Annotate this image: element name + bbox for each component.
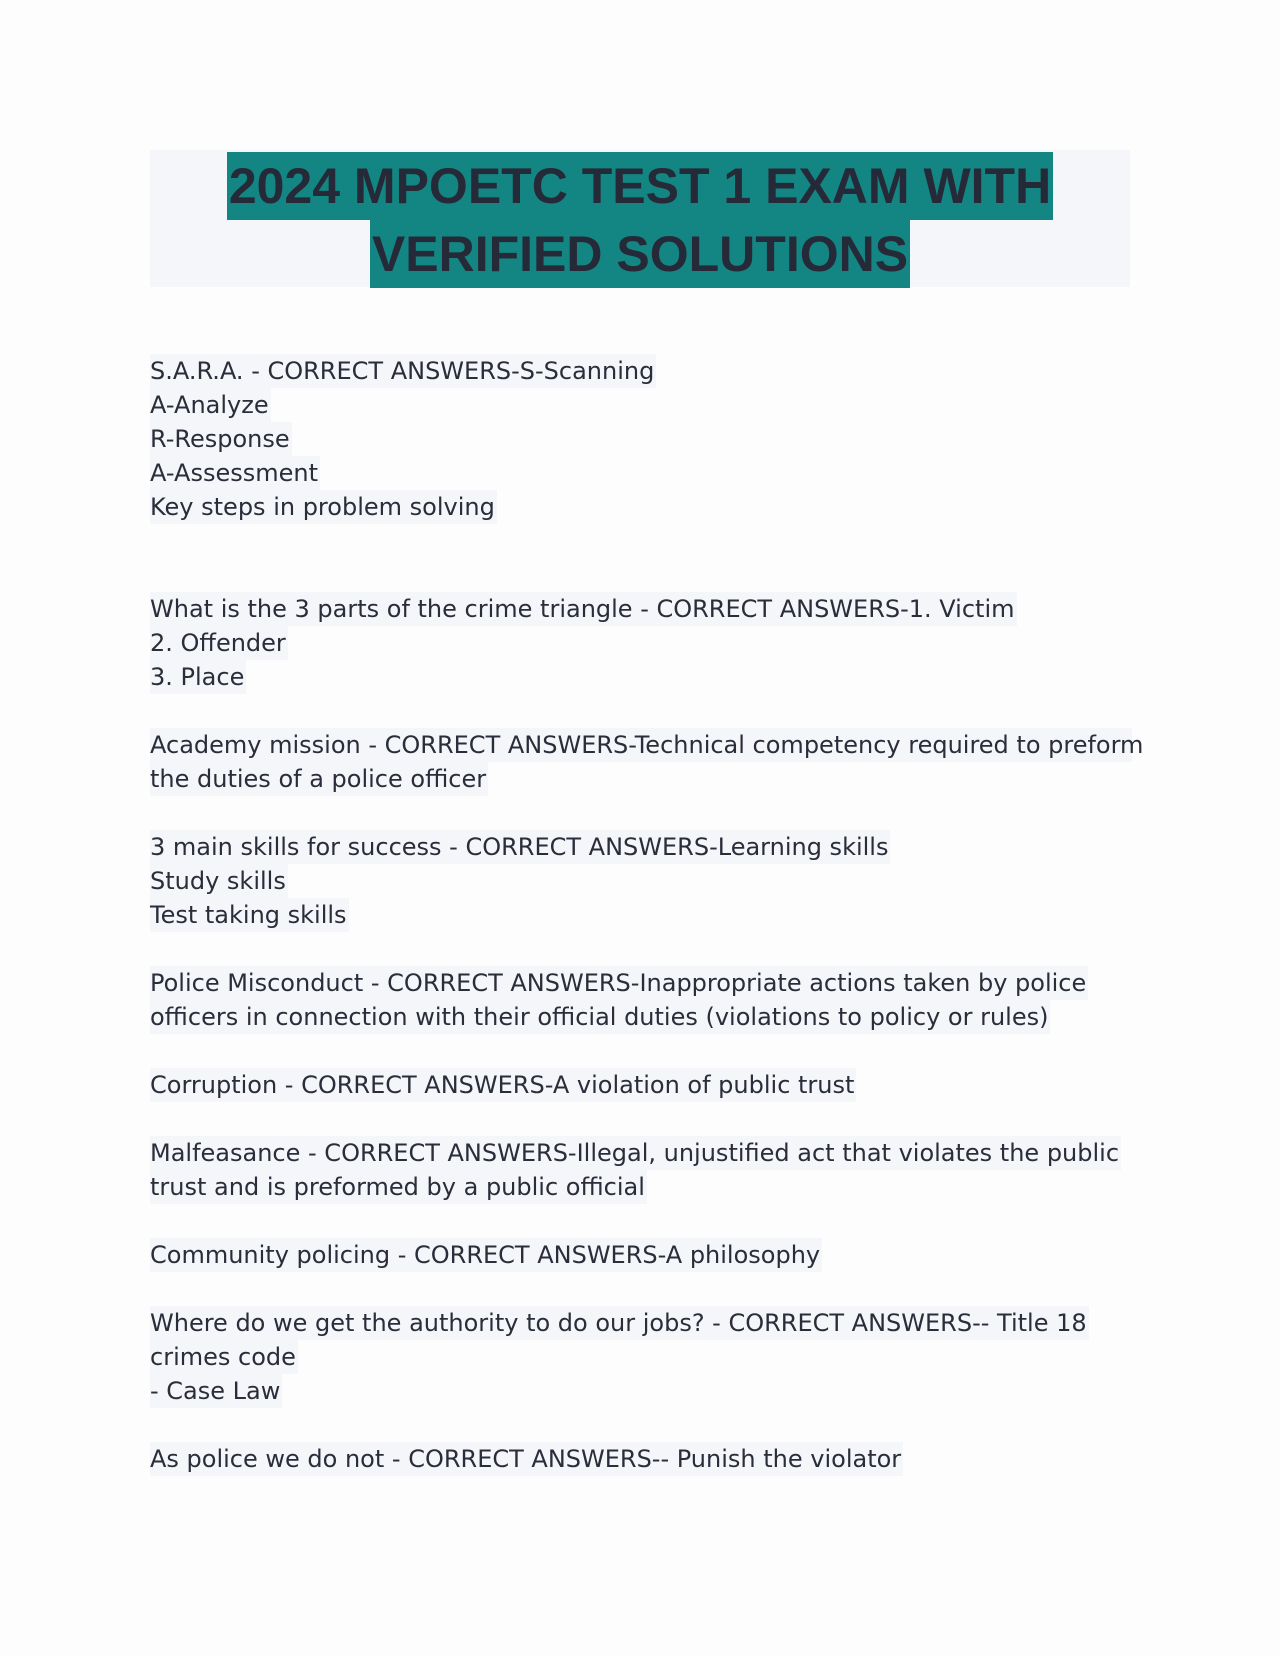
qa-line: Key steps in problem solving [150, 490, 497, 524]
qa-line: officers in connection with their official duties (violations to policy or rules) [150, 1000, 1050, 1034]
qa-line: Corruption - CORRECT ANSWERS-A violation of public trust [150, 1068, 856, 1102]
qa-line: Test taking skills [150, 898, 349, 932]
qa-line: the duties of a police officer [150, 762, 488, 796]
qa-line: Community policing - CORRECT ANSWERS-A philosophy [150, 1238, 822, 1272]
qa-line: A-Analyze [150, 388, 271, 422]
qa-line: - Case Law [150, 1374, 282, 1408]
qa-line: 3. Place [150, 660, 246, 694]
qa-item [150, 354, 1130, 524]
title-line-2: VERIFIED SOLUTIONS [370, 220, 910, 288]
qa-item [150, 1306, 1130, 1408]
qa-line: crimes code [150, 1340, 298, 1374]
qa-line: A-Assessment [150, 456, 320, 490]
qa-list [150, 354, 1144, 1476]
qa-line: R-Response [150, 422, 292, 456]
qa-line: trust and is preformed by a public official [150, 1170, 647, 1204]
document-page [150, 150, 1144, 1510]
qa-item [150, 1442, 1130, 1476]
qa-item [150, 830, 1130, 932]
qa-item [150, 1136, 1130, 1204]
title-line-1: 2024 MPOETC TEST 1 EXAM WITH [227, 152, 1053, 220]
qa-line: Study skills [150, 864, 288, 898]
qa-line: As police we do not - CORRECT ANSWERS-- Punish the violator [150, 1442, 903, 1476]
qa-line: What is the 3 parts of the crime triangle - CORRECT ANSWERS-1. Victim [150, 592, 1017, 626]
qa-line: Where do we get the authority to do our jobs? - CORRECT ANSWERS-- Title 18 [150, 1306, 1089, 1340]
qa-line: 3 main skills for success - CORRECT ANSWERS-Learning skills [150, 830, 890, 864]
qa-line: Academy mission - CORRECT ANSWERS-Technical competency required to preform [150, 728, 1132, 762]
qa-line: Malfeasance - CORRECT ANSWERS-Illegal, unjustified act that violates the public [150, 1136, 1121, 1170]
qa-item [150, 1068, 1130, 1102]
qa-line: 2. Offender [150, 626, 288, 660]
qa-item [150, 1238, 1130, 1272]
document-title [150, 150, 1130, 287]
qa-item [150, 966, 1130, 1034]
qa-item [150, 728, 1144, 796]
qa-line: S.A.R.A. - CORRECT ANSWERS-S-Scanning [150, 354, 656, 388]
qa-item [150, 592, 1130, 694]
qa-line: Police Misconduct - CORRECT ANSWERS-Inappropriate actions taken by police [150, 966, 1088, 1000]
